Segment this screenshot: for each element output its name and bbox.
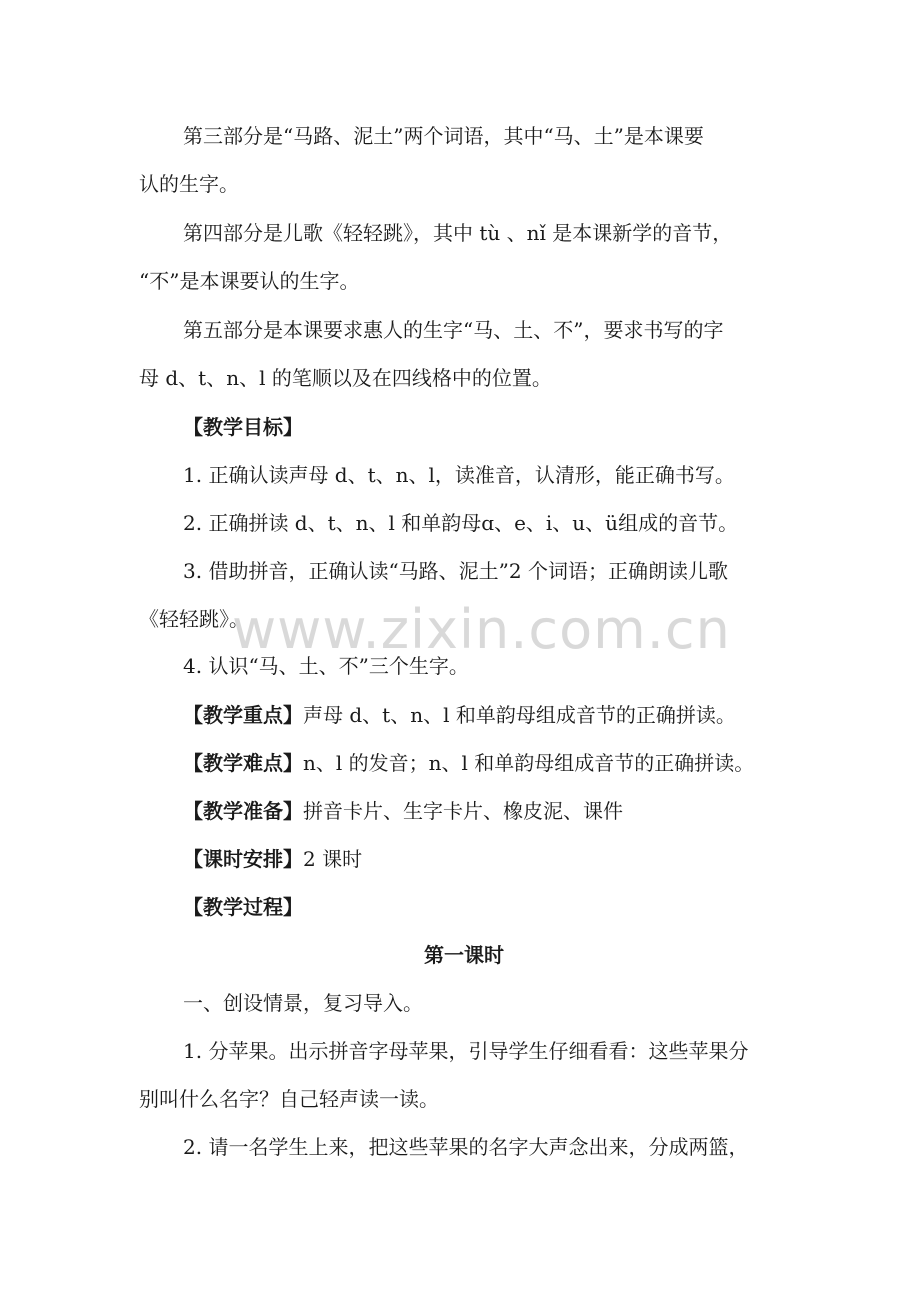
goal-2: 2. 正确拼读 d、t、n、l 和单韵母ɑ、e、i、u、ü组成的音节。 [183, 511, 739, 535]
paragraph-part4-line1: 第四部分是儿歌《轻轻跳》，其中 tù 、nǐ 是本课新学的音节， [183, 221, 733, 245]
paragraph-part5-line1: 第五部分是本课要求惠人的生字“马、土、不”，要求书写的字 [183, 318, 724, 342]
schedule-label: 【课时安排】 [183, 847, 303, 871]
schedule-text: 2 课时 [303, 847, 363, 871]
goal-3-line1: 3. 借助拼音，正确认读“马路、泥土”2 个词语；正确朗读儿歌 [183, 559, 728, 583]
section1-item1-line1: 1. 分苹果。出示拼音字母苹果，引导学生仔细看看：这些苹果分 [183, 1039, 749, 1063]
section1-item2-line1: 2. 请一名学生上来，把这些苹果的名字大声念出来，分成两篮， [183, 1135, 749, 1159]
paragraph-part4-line2: “不”是本课要认的生字。 [139, 269, 360, 293]
goal-1: 1. 正确认读声母 d、t、n、l，读准音，认清形，能正确书写。 [183, 463, 735, 487]
key-points-label: 【教学重点】 [183, 703, 303, 727]
key-points [139, 693, 789, 737]
difficult-points-label: 【教学难点】 [183, 751, 303, 775]
paragraph-part3-line1: 第三部分是“马路、泥土”两个词语，其中“马、土”是本课要 [183, 124, 704, 148]
section1-item1-line2: 别叫什么名字？自己轻声读一读。 [139, 1087, 439, 1111]
heading-teaching-goals: 【教学目标】 [183, 415, 303, 439]
lesson-title: 第一课时 [424, 943, 504, 967]
key-points-text: 声母 d、t、n、l 和单韵母组成音节的正确拼读。 [303, 703, 736, 727]
schedule [139, 837, 789, 881]
difficult-points-text: n、l 的发音；n、l 和单韵母组成音节的正确拼读。 [303, 751, 755, 775]
preparation-text: 拼音卡片、生字卡片、橡皮泥、课件 [303, 799, 623, 823]
preparation-label: 【教学准备】 [183, 799, 303, 823]
goal-3-line2: 《轻轻跳》。 [139, 607, 249, 631]
watermark-text: www.zixin.com.cn [232, 598, 731, 661]
preparation [139, 789, 789, 833]
difficult-points [139, 741, 789, 785]
section1-heading: 一、创设情景，复习导入。 [183, 991, 423, 1015]
goal-4: 4. 认识“马、土、不”三个生字。 [183, 654, 469, 678]
paragraph-part3-line2: 认的生字。 [139, 172, 239, 196]
paragraph-part5-line2: 母 d、t、n、l 的笔顺以及在四线格中的位置。 [139, 366, 552, 390]
heading-teaching-process: 【教学过程】 [183, 895, 303, 919]
